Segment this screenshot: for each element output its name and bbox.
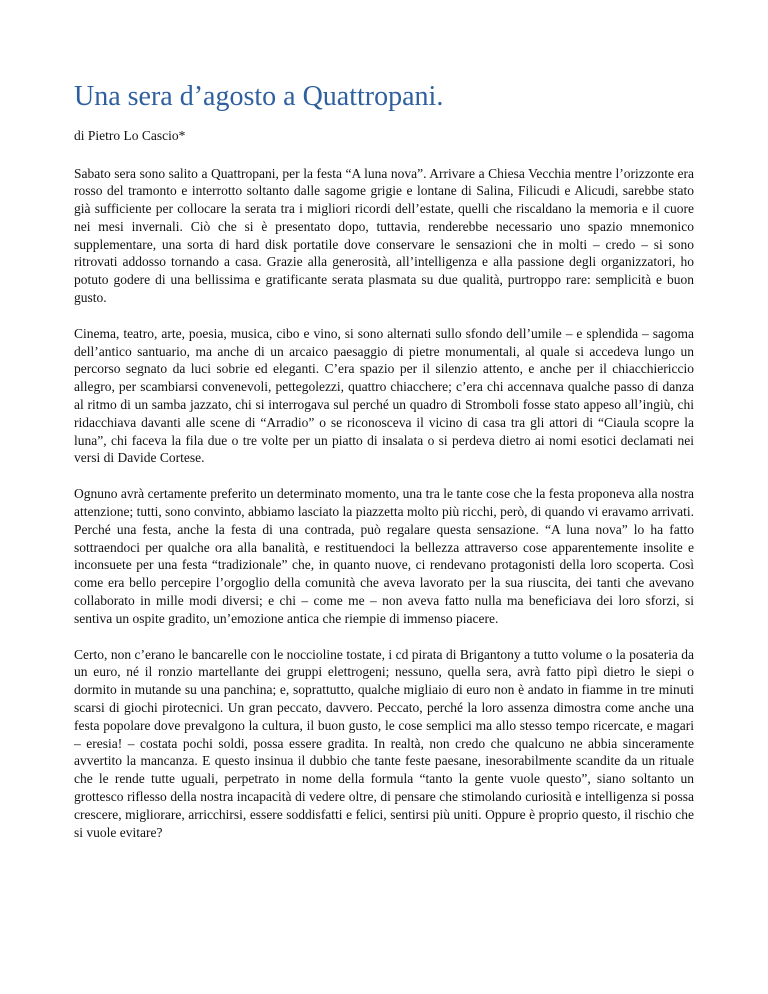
article-title: Una sera d’agosto a Quattropani. [74,81,444,112]
paragraph-4: Certo, non c’erano le bancarelle con le noccioline tostate, i cd pirata di Brigantony a tutto volume o la posateria da un euro, né il ronzio martellante dei gruppi elettrogeni; nessuno, quella sera, avrà fatto pipì dietro le siepi o dormito in mutande su una panchina; e, soprattutto, qualche migliaio di euro non è andato in fiamme in tre minuti scarsi di giochi pirotecnici. Un gran peccato, davvero. Peccato, perché la loro assenza dimostra come anche una festa popolare dove prevalgono la cultura, il buon gusto, le cose semplici ma allo stesso tempo ricercate, e magari – eresia! – costata pochi soldi, possa essere gradita. In realtà, non credo che qualcuno ne abbia sinceramente avvertito la mancanza. E questo insinua il dubbio che tante feste paesane, inesorabilmente scandite da un rituale che le rende tutte uguali, perpetrato in nome della formula “tanto la gente vuole questo”, siano soltanto un grottesco riflesso della nostra incapacità di vedere oltre, di pensare che stimolando curiosità e intelligenza si possa crescere, migliorare, arricchirsi, essere soddisfatti e felici, sentirsi più uniti. Oppure è proprio questo, il rischio che si vuole evitare? [74,646,694,840]
document-page [74,80,694,841]
article-byline: di Pietro Lo Cascio* [74,128,186,143]
paragraph-1: Sabato sera sono salito a Quattropani, per la festa “A luna nova”. Arrivare a Chiesa Vecchia mentre l’orizzonte era rosso del tramonto e interrotto soltanto dalle sagome grigie e lontane di Salina, Filicudi e Alicudi, sarebbe stato già sufficiente per collocare la serata tra i migliori ricordi dell’estate, quelli che riscaldano la memoria e il cuore nei mesi invernali. Ciò che si è presentato dopo, tuttavia, renderebbe necessario uno spazio mnemonico supplementare, una sorta di hard disk portatile dove conservare le sensazioni che in molti – credo – si sono ritrovati addosso tornando a casa. Grazie alla generosità, all’intelligenza e alla passione degli organizzatori, ho potuto godere di una bellissima e gratificante serata plasmata su due qualità, purtroppo rare: semplicità e buon gusto. [74,165,694,306]
paragraph-2: Cinema, teatro, arte, poesia, musica, cibo e vino, si sono alternati sullo sfondo dell’umile – e splendida – sagoma dell’antico santuario, ma anche di un arcaico paesaggio di pietre monumentali, al quale si accedeva lungo un percorso segnato da luci sobrie ed eleganti. C’era spazio per il silenzio attento, e anche per il chiacchiericcio allegro, per scambiarsi convenevoli, pettegolezzi, quattro chiacchere; c’era chi accennava qualche passo di danza al ritmo di un samba jazzato, chi si interrogava sul perché un quadro di Stromboli fosse stato appeso all’ingiù, chi ridacchiava davanti alle scene di “Arradio” o se riconosceva il vicino di casa tra gli attori di “Ciaula scopre la luna”, chi faceva la fila due o tre volte per un piatto di insalata o si perdeva dietro ai nomi esotici declamati nei versi di Davide Cortese. [74,325,694,466]
paragraph-3: Ognuno avrà certamente preferito un determinato momento, una tra le tante cose che la festa proponeva alla nostra attenzione; tutti, sono convinto, abbiamo lasciato la piazzetta molto più ricchi, però, di quando vi eravamo arrivati. Perché una festa, anche la festa di una contrada, può regalare questa sensazione. “A luna nova” lo ha fatto sottraendoci per qualche ora alla banalità, e restituendoci la bellezza attraverso cose apparentemente insolite e inconsuete per una festa “tradizionale” che, in quanto nuove, ci rendevano protagonisti della loro scoperta. Così come era bello percepire l’orgoglio della comunità che aveva lavorato per la sua riuscita, dei tanti che avevano collaborato in mille modi diversi; e chi – come me – non aveva fatto nulla ma beneficiava dei loro sforzi, si sentiva un ospite gradito, un’emozione antica che riempie di immenso piacere. [74,486,694,626]
